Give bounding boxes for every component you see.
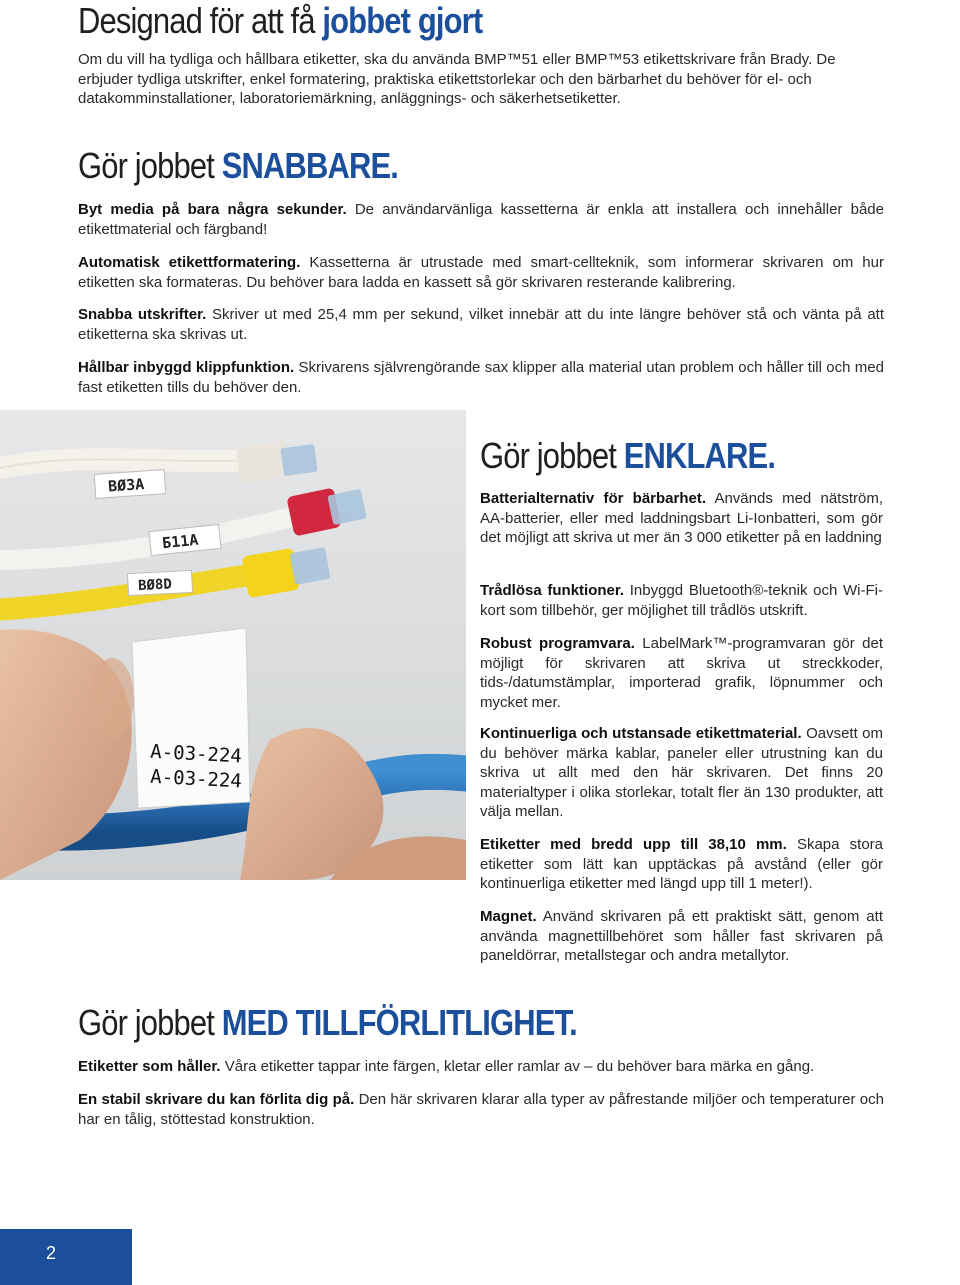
tillforlitlighet-item: [78, 1090, 884, 1129]
item-title: Trådlösa funktioner.: [480, 582, 625, 599]
section-heading-highlight: SNABBARE: [221, 145, 391, 186]
tillforlitlighet-item: [78, 1057, 884, 1077]
item-title: Batterialternativ för bärbarhet.: [480, 490, 707, 507]
item-title: En stabil skrivare du kan förlita dig på.: [78, 1091, 355, 1108]
product-photo: [0, 410, 466, 880]
enklare-item: [480, 724, 883, 822]
section-heading-snabbare: [78, 145, 398, 187]
enklare-item: [480, 907, 883, 966]
item-text: De användarvänliga kassetterna är enkla att installera och innehåller både etikettmaterial och färgband!: [78, 201, 884, 238]
item-title: Magnet.: [480, 908, 537, 925]
section-heading-suffix: .: [569, 1002, 577, 1043]
enklare-item: [480, 581, 883, 620]
item-title: Hållbar inbyggd klippfunktion.: [78, 359, 295, 376]
sleeve-label-line-2: A-03-224: [149, 765, 243, 793]
section-heading-suffix: .: [390, 145, 399, 186]
cable-label-3: BØ8D: [137, 576, 173, 595]
item-title: Snabba utskrifter.: [78, 306, 207, 323]
section-heading-prefix: Gör jobbet: [480, 435, 624, 476]
cable-photo-illustration: [0, 410, 466, 880]
item-text: Inbyggd Bluetooth®-teknik och Wi-Fi-kort som tillbehör, ger möjlighet till trådlös utskrift.: [480, 582, 883, 619]
item-text: Använd skrivaren på ett praktiskt sätt, genom att använda magnettillbehöret som håller fast skrivaren på paneldörrar, metallstegar och andra metallytor.: [480, 908, 883, 964]
item-text: Skapa stora etiketter som lätt kan upptäckas på avstånd (eller gör kontinuerliga etiketter med längd upp till 1 meter!).: [480, 836, 883, 892]
section-heading-suffix: .: [767, 435, 776, 476]
section-heading-highlight: ENKLARE: [623, 435, 768, 476]
section-heading-enklare: [480, 435, 775, 477]
cable-label-1: BØ3A: [107, 475, 145, 496]
section-heading-prefix: Gör jobbet: [78, 1002, 222, 1043]
page-number: 2: [45, 1243, 56, 1263]
snabbare-item: [78, 253, 884, 292]
intro-paragraph: Om du vill ha tydliga och hållbara etiketter, ska du använda BMP™51 eller BMP™53 etikettskrivare från Brady. De erbjuder tydliga utskrifter, enkel formatering, praktiska etikettstorlekar och den bärbarhet du behöver för el- och datakomminstallationer, laboratoriemärkning, anläggnings- och säkerhetsetiketter.: [78, 51, 836, 107]
enklare-item: [480, 634, 883, 712]
enklare-item: [480, 835, 883, 894]
snabbare-item: [78, 200, 884, 239]
snabbare-item: [78, 305, 884, 344]
enklare-item: [480, 489, 883, 548]
item-title: Automatisk etikettformatering.: [78, 254, 301, 271]
page-title-highlight: jobbet gjort: [322, 0, 483, 41]
item-text: Oavsett om du behöver märka kablar, paneler eller utrustning kan du skriva ut allt med den här skrivaren. Det finns 20 materialtyper i olika storlekar, totalt fler än 130 produkter, att välja mellan.: [480, 725, 884, 820]
page-title: [78, 0, 482, 42]
section-heading-tillforlitlighet: [78, 1002, 577, 1044]
item-text: Våra etiketter tappar inte färgen, kletar eller ramlar av – du behöver bara märka en gång.: [220, 1058, 815, 1075]
item-text: LabelMark™-programvaran gör det möjligt för skrivaren att skriva ut streckkoder, tids-/datumstämplar, importerad grafik, löpnummer och mycket mer.: [480, 635, 883, 711]
section-heading-prefix: Gör jobbet: [78, 145, 222, 186]
section-heading-highlight: MED TILLFÖRLITLIGHET: [221, 1002, 570, 1043]
item-title: Byt media på bara några sekunder.: [78, 201, 347, 218]
item-text: Används med nätström, AA-batterier, eller med laddningsbart Li-Ionbatteri, som gör det möjligt att skriva ut mer än 3 000 etiketter på en laddning: [480, 490, 884, 546]
item-text: Skriver ut med 25,4 mm per sekund, vilket innebär att du inte längre behöver stå och vänta på att etiketterna ska skrivas ut.: [78, 306, 885, 343]
item-text: Kassetterna är utrustade med smart-cellteknik, som informerar skrivaren om hur etiketten ska formateras. Du behöver bara ladda en kassett så gör skrivaren resterande kalibrering.: [78, 254, 884, 291]
item-text: Skrivarens självrengörande sax klipper alla material utan problem och håller till och med fast etiketten tills du behöver den.: [78, 359, 884, 396]
sleeve-label-line-1: A-03-224: [149, 740, 243, 768]
snabbare-item: [78, 358, 884, 397]
item-title: Kontinuerliga och utstansade etikettmaterial.: [480, 725, 802, 742]
cable-label-2: Б11A: [161, 530, 200, 553]
item-title: Etiketter som håller.: [78, 1058, 221, 1075]
item-title: Etiketter med bredd upp till 38,10 mm.: [480, 836, 787, 853]
item-title: Robust programvara.: [480, 635, 635, 652]
page-title-prefix: Designad för att få: [78, 0, 323, 41]
item-text: Den här skrivaren klarar alla typer av påfrestande miljöer och temperaturer och har en tålig, stöttestad konstruktion.: [78, 1091, 884, 1128]
